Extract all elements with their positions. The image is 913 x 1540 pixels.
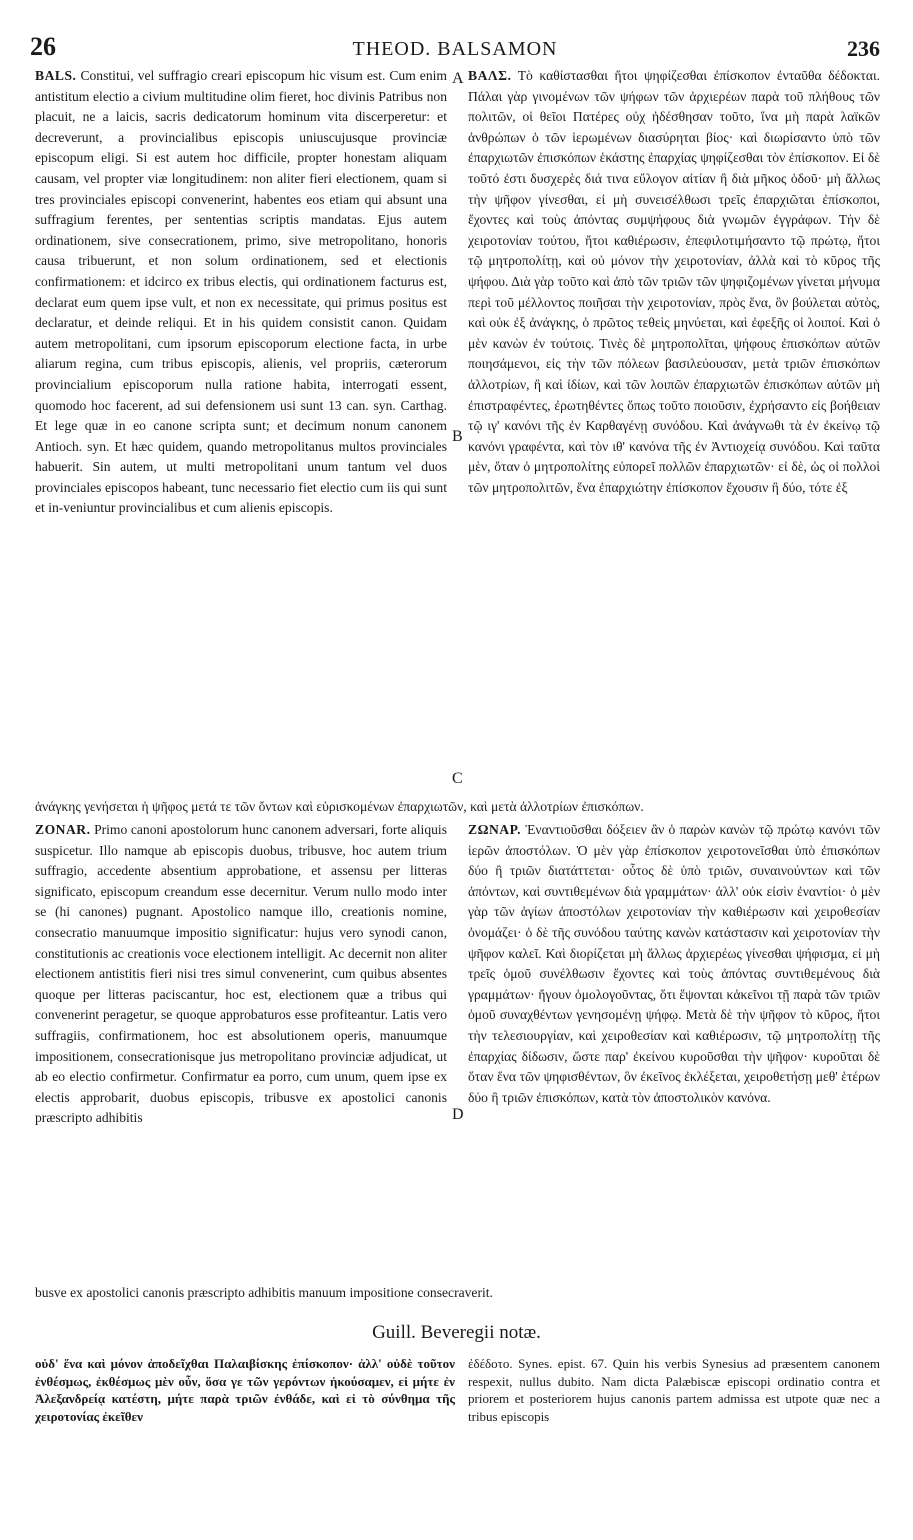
margin-letter-d: D — [452, 1106, 464, 1123]
zonaras-greek-text: Ἐναντιοῦσθαι δόξειεν ἂν ὁ παρὼν κανὼν τῷ πρώτῳ κανόνι τῶν ἱερῶν ἀποστόλων. Ὁ μὲν γὰρ ἐπίσκοπον χειροτονεῖσθαι ὑπὸ ἐπισκόπων δύο ἢ τριῶν διατάττεται· οὗτος δὲ ὑπὸ τριῶν, συναινούντων καὶ τῶν ἀπόντων, καὶ συντιθεμένων διὰ γραμμάτων· ἀλλ' οὐκ εἰσὶν ἐναντίοι· ὁ μὲν γὰρ τῶν ἁγίων ἀποστόλων χειροτονίαν τὴν καθιέρωσιν καὶ χειροθεσίαν ὀνομάζει· ὁ δὲ τῆς συνόδου ταύτης κανὼν κατάστασιν καὶ χειροτονίαν τὴν ψῆφον καλεῖ. Καὶ διορίζεται μὴ ἄλλως ἀρχιερέως γίνεσθαι ψήφισμα, εἰ μὴ τρεῖς ὁμοῦ συνέλθωσιν ἔχοντες καὶ τοὺς ἀπόντας συντιθεμένους διὰ γραμμάτων· ἤγουν ὁμολογοῦντας, ὅτι ἕψονται κἀκεῖνοι τῇ παρὰ τῶν τριῶν ὁμοῦ συναχθέντων γενησομένῃ ψήφῳ. Μετὰ δὲ τὴν ψῆφον τὸ κῦρος, ἤτοι τὴν τελεσιουργίαν, καὶ χειροθεσίαν καὶ καθιέρωσιν, τῷ μητροπολίτῃ τῆς ἐπαρχίας δίδωσιν, ὥστε παρ' ἐκείνου κυροῦσθαι τὴν ψῆφον· κυροῦται δὲ ὅταν ἕνα τῶν ψηφισθέντων, ὃν ἐκεῖνος ἐκλέξεται, χειροθετήσῃ μεθ' ἑτέρων δύο ἢ τριῶν ἐπισκόπων, κατὰ τὸν ἀποστολικὸν κανόνα. — [468, 822, 880, 1105]
balsamon-greek-text: Τὸ καθίστασθαι ἤτοι ψηφίζεσθαι ἐπίσκοπον ἐνταῦθα δέδοκται. Πάλαι γὰρ γινομένων τῶν ψήφων τῶν ἀρχιερέων παρὰ τοῦ πλήθους τῶν πολιτῶν, οἱ θεῖοι Πατέρες οὐχ ἠδέσθησαν τοῦτο, ἵνα μὴ παρὰ λαϊκῶν ἀνθρώπων ὁ τῶν ἱερωμένων διασύρηται βίος· καὶ διωρίσαντο ὑπὸ τῶν ἐπαρχιωτῶν ἐπισκόπων ἑκάστης ἐπαρχίας ψηφίζεσθαι τὸν ἐπίσκοπον. Εἰ δὲ τοῦτό ἐστι δυσχερὲς διά τινα εὔλογον αἰτίαν ἢ διὰ μῆκος ὁδοῦ· μὴ ἄλλως τὴν ψῆφον γίνεσθαι, εἰ μὴ συνεισέλθωσι τρεῖς ἐπαρχιῶται ἐπίσκοποι, ἔχοντες καὶ τοὺς ἀπόντας συμψήφους διὰ γνωμῶν ἐγγράφων. Τὴν δὲ χειροτονίαν τούτου, ἤτοι καθιέρωσιν, ἐπεφιλοτιμήσαντο τῷ πρώτῳ, ἤτοι τῷ μητροπολίτῃ, καὶ οὐ μόνον τὴν χειροτονίαν, ἀλλὰ καὶ τὸ κῦρος τῆς ψήφου. Διὰ γὰρ τοῦτο καὶ ἀπὸ τῶν τριῶν τῶν ψηφιζομένων γίνεται μήνυμα περὶ τοῦ μέλλοντος ποιῆσαι τὴν χειροτονίαν, πρὸς ἕνα, ὃν βούλεται αὐτὸς, καὶ οὐκ ἐξ ἀνάγκης, ὁ πρῶτος τεθεὶς μηνύεται, καὶ ἐφεξῆς οἱ λοιποί. Καὶ ὁ μὲν κανὼν ἐν τούτοις. Τινὲς δὲ μητροπολῖται, ψήφους ἐπισκόπων αὐτῶν ποιησάμενοι, εἰς τὴν τῶν πόλεων βασιλεύουσαν, μετὰ τριῶν ἐπισκόπων ἀλλοτρίων, ἢ καὶ ἰδίων, καὶ τῶν λοιπῶν ἐπαρχιωτῶν ἐπισκόπων αὐτῶν μὴ ἐπιστραφέντες, ἐρωτηθέντες ὅπως τοῦτο ποιοῦσιν, ἐχρήσαντο εἰς βοήθειαν τῷ ιγ' κανόνι τῆς ἐν Καρθαγένῃ συνόδου. Καὶ ἀνάγνωθι τὰ ἐν ἐκείνῳ τῷ κανόνι γραφέντα, καὶ τὸν ιθ' κανόνα τῆς ἐν Ἀντιοχείᾳ συνόδου. Καὶ ταῦτα μὲν, ὅταν ὁ μητροπολίτης εὐπορεῖ πολλῶν ἐπαρχιωτῶν· εἰ δὲ, ὡς οἱ πολλοὶ τῶν μητροπολιτῶν, ἕνα ἐπαρχιώτην ἐπίσκοπον ἔχουσιν ἢ δύο, τότε ἐξ — [468, 68, 881, 495]
zonaras-latin-column — [35, 820, 447, 1129]
running-title: THEOD. BALSAMON — [352, 38, 558, 60]
balsamon-latin-column — [35, 66, 447, 519]
balsamon-greek-column — [468, 66, 880, 498]
left-page-number: 26 — [30, 32, 56, 61]
notes-latin-column: ἐδέδοτο. Synes. epist. 67. Quin his verbis Synesius ad præsentem canonem respexit, nullus dubito. Nam dicta Palæbiscæ episcopi ordinatio contra et priorem et posteriorem hujus canonis partem admissa est utpote quæ nec a tribus episcopis — [468, 1356, 880, 1424]
zonaras-latin-continuation-line: busve ex apostolici canonis præscripto adhibitis manuum impositione consecraverit. — [35, 1285, 493, 1300]
zonaras-greek-paragraph — [468, 820, 880, 1108]
margin-letter-a: A — [452, 70, 464, 87]
notes-heading: Guill. Beveregii notæ. — [372, 1322, 541, 1343]
zonaras-greek-label: ΖΩΝΑΡ. — [468, 822, 522, 837]
right-page-number: 236 — [847, 36, 880, 61]
page-header — [30, 32, 880, 66]
margin-letter-b: B — [452, 428, 463, 445]
balsamon-greek-label: ΒΑΛΣ. — [468, 68, 512, 83]
balsamon-greek-full-width-line: ἀνάγκης γενήσεται ἡ ψῆφος μετά τε τῶν ὄντων καὶ εὑρισκομένων ἐπαρχιωτῶν, καὶ μετὰ ἀλλοτρίων ἐπισκόπων. — [35, 799, 644, 814]
balsamon-greek-paragraph — [468, 66, 880, 498]
notes-greek-column: οὐδ' ἕνα καὶ μόνον ἀποδεῖχθαι Παλαιβίσκης ἐπίσκοπον· ἀλλ' οὐδὲ τοῦτον ἐνθέσμως, ἐκθέσμως μὲν οὖν, ὅσα γε τῶν γερόντων ἠκούσαμεν, εἰ μήτε ἐν Ἀλεξανδρείᾳ κατέστη, μήτε παρὰ τριῶν ἐνθάδε, καὶ εἰ τὸ σύνθημα τῆς χειροτονίας ἐκεῖθεν — [35, 1356, 455, 1424]
balsamon-latin-text: Constitui, vel suffragio creari episcopum hic visum est. Cum enim antistitum electio a civium multitudine olim fieret, hoc divinis Patribus non placuit, ne a laicis, sacris dedicatorum hominum vita discerperetur: et decreverunt, a provincialibus episcopis uniuscujusque provinciæ episcopum eligi. Si est autem hoc difficile, propter honestam aliquam causam, vel propter viæ longitudinem: non aliter fieri electionem, quam si tres provinciales episcopi convenerint, habentes eos etiam qui absunt una suffragium ferentes, per sententias scriptis mandatas. Ejus autem ordinationem, sive consecrationem, primo, sive metropolitano, honoris causa tribuerunt, et non solum ordinationem, sed et electionis confirmationem: et idcirco ex tribus electis, qui ordinationem facturus est, declarat eum quem ipse vult, et non ex necessitate, qui primus positus est declaratur, et deinde reliqui. Et in his quidem consistit canon. Quidam autem metropolitani, cum ipsorum episcoporum electione facta, in urbe aliarum regina, cum tribus episcopis, alienis, vel propriis, cæterorum provincialium episcoporum nulla ratione habita, interrogati essent, quomodo hoc facerent, ad sui defensionem usi sunt 13 can. syn. Carthag. Et lege quæ in eo canone scripta sunt; et decimum nonum canonem Antioch. syn. Et hæc quidem, quando metropolitanus multos provinciales habuerit. Sin autem, ut multi metropolitani unum tantum vel duos provinciales episcopos habeant, tunc necessario fiet electio cum iis qui sunt et in-veniuntur provincialibus et cum alienis episcopis. — [35, 68, 447, 516]
balsamon-latin-paragraph — [35, 66, 447, 519]
zonaras-greek-column — [468, 820, 880, 1108]
balsamon-latin-label: BALS. — [35, 68, 77, 83]
margin-letter-c: C — [452, 770, 463, 787]
zonaras-latin-paragraph — [35, 820, 447, 1129]
zonaras-latin-text: Primo canoni apostolorum hunc canonem adversari, forte aliquis suspicetur. Illo namque ab episcopis duobus, tribusve, hoc autem trium suffragio, accedente absentium approbatione, et assensu per litteras significato, episcopum creandum esse decernitur. Verum nullo modo inter se (hi canones) pugnant. Apostolico namque illo, creationis nomine, consecratio manuumque impositio significatur: hujus vero synodi canon, constitutionis ac creationis voce electionem intelligit. Ac decernit non aliter electionem antistitis fieri nisi tres simul convenerint, cum quibus absentes quoque per litteras paciscantur, hoc est, electionem quæ a tribus qui convenerint peragetur, se quoque approbaturos esse profiteantur. Latis vero suffragiis, confirmationem, hoc est absolutionem operis, manuumque impositionem, consecrationisque jus metropolitano provinciæ adjudicat, ut ab eo electio confirmetur. Confirmatur ea porro, cum unum, quem ipse ex electis approbarit, duobus episcopis, tribusve ex apostolici canonis præscripto adhibitis — [35, 822, 447, 1126]
zonaras-latin-label: ZONAR. — [35, 822, 91, 837]
